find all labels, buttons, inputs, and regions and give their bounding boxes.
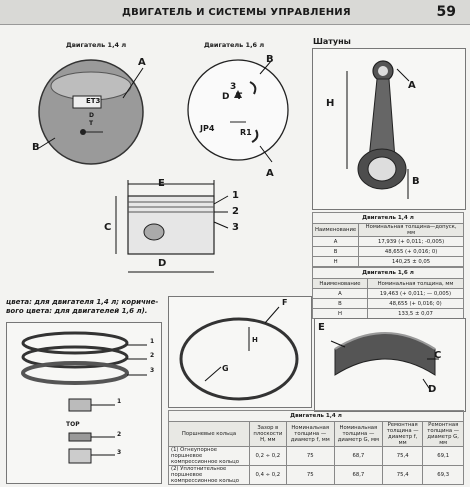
piston-16-figure (180, 50, 300, 170)
rods-label-b: B (412, 176, 420, 187)
table-cell: 69,3 (423, 466, 464, 485)
ring-table-header: Ремонтная толщина — диаметр G, мм (423, 422, 464, 447)
table-cell: H (313, 257, 359, 267)
piston-side-number-2: 2 (232, 206, 239, 217)
table-cell: 0,2 ÷ 0,2 (250, 447, 287, 466)
table-cell: 75,4 (382, 466, 422, 485)
ring-table-caption: Двигатель 1,4 л (169, 411, 464, 422)
ring-table-header: Поршневые кольца (169, 422, 250, 447)
piston-side-number-3: 3 (232, 222, 239, 233)
piston-rings-figure (7, 323, 161, 483)
rod-table-16-caption: Двигатель 1,6 л (313, 268, 464, 279)
piston-side-label-d: D (158, 258, 167, 269)
piston-14-figure (25, 50, 155, 170)
rings-section-number-1: 1 (117, 398, 122, 405)
table-cell: 69,1 (423, 447, 464, 466)
table-cell: 140,25 ± 0,05 (359, 257, 464, 267)
rods-label-a: A (408, 80, 416, 91)
rings-figure-panel (6, 322, 162, 484)
piston-16-r1-mark: R1 (240, 128, 252, 137)
table-cell: (1) Огнеупорное поршневое компрессионное кольцо (169, 447, 250, 466)
rods-label-h: H (326, 98, 335, 109)
ring-gap-label-h: H (252, 336, 258, 344)
piston-16-t-mark: T (236, 92, 243, 102)
color-note-line: вого цвета: для двигателей 1,6 л). (6, 307, 148, 315)
piston-16-code: JP4 (200, 124, 215, 133)
table-cell: A (313, 237, 359, 247)
page-header (0, 0, 470, 25)
color-note (6, 298, 166, 316)
table-cell: 0,4 ÷ 0,2 (250, 466, 287, 485)
piston-side-label-e: E (158, 178, 165, 189)
table-cell: 17,939 (+ 0,011; -0,005) (359, 237, 464, 247)
ring-table (168, 410, 464, 485)
piston-side-figure (108, 176, 238, 284)
rods-figure-panel (312, 48, 466, 210)
table-cell: 133,5 ± 0,07 (367, 309, 463, 319)
piston-16-d-mark: D (222, 92, 230, 102)
piston-14-t-mark: T (89, 120, 94, 127)
piston-14-label-b: B (32, 142, 40, 153)
table-cell: A (313, 289, 368, 299)
piston-side-label-c: C (104, 222, 112, 233)
piston-14-label-a: A (138, 57, 146, 68)
rings-number-2: 2 (150, 352, 155, 359)
table-row (169, 466, 464, 485)
bearing-shell-figure (315, 319, 465, 411)
table-cell: 75 (286, 466, 334, 485)
ring-gap-figure-panel (168, 296, 312, 408)
table-row (313, 237, 464, 247)
rods-title: Шатуны (313, 37, 351, 46)
rod-table-16-header: Наименование (313, 279, 368, 289)
table-cell: 75,4 (382, 447, 422, 466)
rod-table-14-header: Номинальная толщина—допуск, мм (359, 224, 464, 237)
table-row (313, 309, 464, 319)
rod-table-16-header: Номинальная толщина, мм (367, 279, 463, 289)
bearing-label-e: E (318, 322, 325, 333)
table-cell: 48,655 (+ 0,016; 0) (367, 299, 463, 309)
piston-16-label-b: B (266, 54, 274, 65)
bearing-label-c: C (434, 350, 442, 361)
table-cell: 68,7 (334, 466, 382, 485)
piston-14-marking: ET3 (86, 97, 101, 105)
rings-number-3: 3 (150, 367, 155, 374)
piston-16-caption: Двигатель 1,6 л (204, 41, 265, 49)
rings-section-number-2: 2 (117, 431, 122, 438)
table-cell: 19,463 (+ 0,011; — 0,005) (367, 289, 463, 299)
piston-side-number-1: 1 (232, 190, 239, 201)
table-cell: 75 (286, 447, 334, 466)
ring-table-header: Ремонтная толщина — диаметр f, мм (382, 422, 422, 447)
ring-gap-figure (169, 297, 311, 407)
table-cell: (2) Уплотнительное поршневое компрессионное кольцо (169, 466, 250, 485)
table-row (313, 247, 464, 257)
table-row (313, 299, 464, 309)
rod-table-14 (312, 212, 464, 267)
color-note-line: цвета: для двигателя 1,4 л; коричне- (6, 298, 159, 306)
table-row (169, 447, 464, 466)
bearing-label-d: D (428, 384, 437, 395)
bearing-figure-panel (314, 318, 466, 412)
page-number: 59 (436, 4, 456, 20)
ring-table-header: Зазор в плоскости H, мм (250, 422, 287, 447)
table-row (313, 289, 464, 299)
piston-16-arrow-number: 3 (230, 82, 237, 92)
table-cell: H (313, 309, 368, 319)
header-title: ДВИГАТЕЛЬ И СИСТЕМЫ УПРАВЛЕНИЯ (122, 7, 351, 18)
rings-section-number-3: 3 (117, 449, 122, 456)
table-row (313, 257, 464, 267)
piston-14-caption: Двигатель 1,4 л (66, 41, 127, 49)
ring-gap-label-g: G (222, 364, 229, 373)
table-cell: 68,7 (334, 447, 382, 466)
table-cell: B (313, 299, 368, 309)
ring-gap-label-f: F (282, 298, 288, 307)
rod-table-14-caption: Двигатель 1,4 л (313, 213, 464, 224)
rod-table-16 (312, 267, 464, 319)
piston-16-label-a: A (266, 168, 274, 179)
connecting-rod-figure (313, 49, 465, 209)
ring-table-header: Номинальная толщина — диаметр f, мм (286, 422, 334, 447)
piston-14-d-mark: D (89, 112, 94, 119)
rings-top-label: TOP (66, 421, 80, 428)
table-cell: B (313, 247, 359, 257)
rings-number-1: 1 (150, 338, 155, 345)
ring-table-header: Номинальная толщина — диаметр G, мм (334, 422, 382, 447)
table-cell: 48,655 (+ 0,016; 0) (359, 247, 464, 257)
rod-table-14-header: Наименование (313, 224, 359, 237)
